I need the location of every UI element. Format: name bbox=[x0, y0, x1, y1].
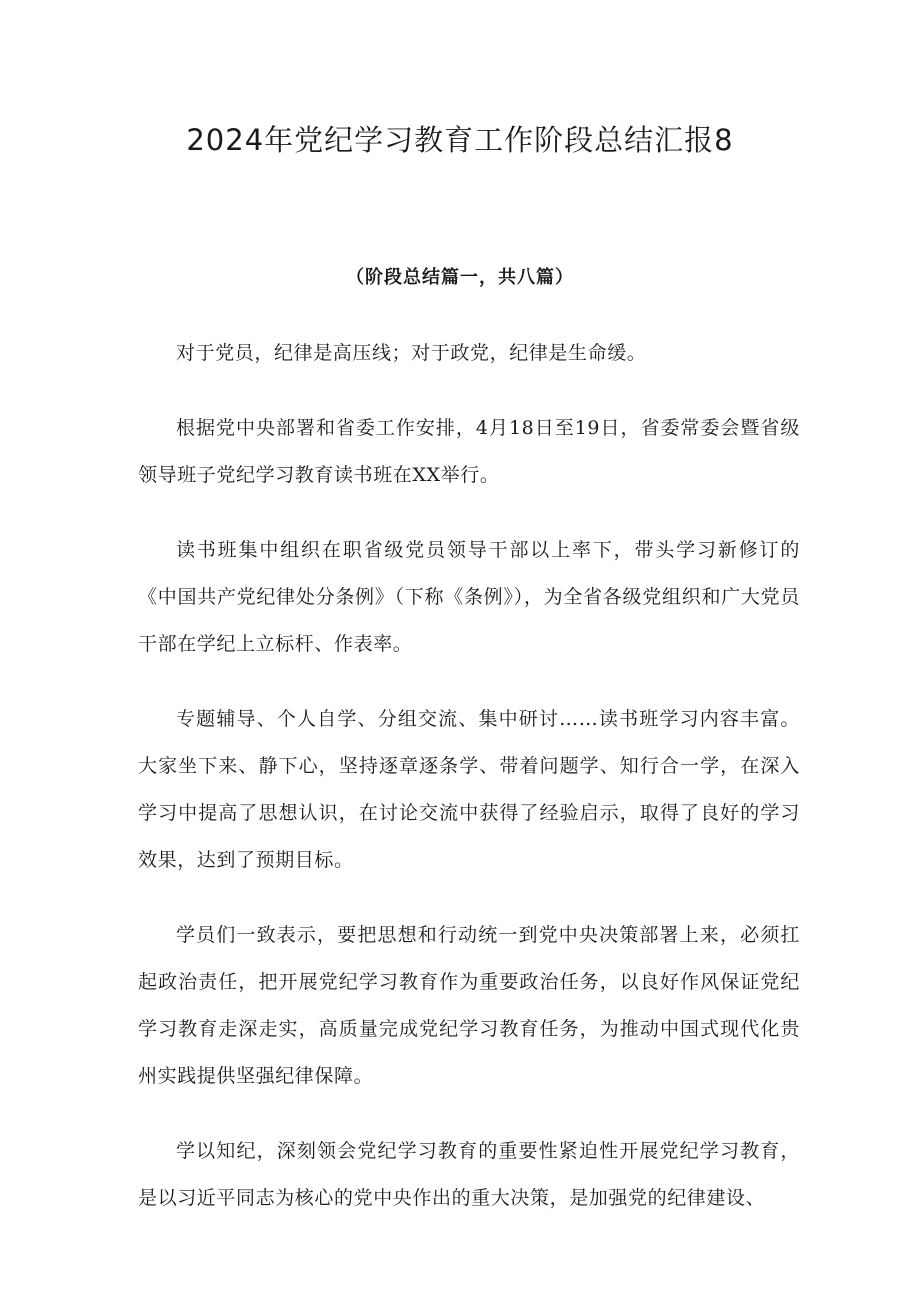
document-subtitle: （阶段总结篇一，共八篇） bbox=[346, 267, 574, 288]
document-title: 2024年党纪学习教育工作阶段总结汇报8 bbox=[186, 123, 734, 157]
paragraph: 读书班集中组织在职省级党员领导干部以上率下，带头学习新修订的《中国共产党纪律处分条例》（下称《条例》），为全省各级党组织和广大党员干部在学纪上立标杆、作表率。 bbox=[138, 539, 800, 655]
paragraph: 对于党员，纪律是高压线；对于政党，纪律是生命缓。 bbox=[176, 342, 647, 364]
document-body bbox=[138, 330, 800, 1250]
paragraph: 根据党中央部署和省委工作安排，4月18日至19日，省委常委会暨省级领导班子党纪学习教育读书班在XX举行。 bbox=[138, 417, 800, 486]
paragraph: 专题辅导、个人自学、分组交流、集中研讨……读书班学习内容丰富。大家坐下来、静下心，坚持逐章逐条学、带着问题学、知行合一学，在深入学习中提高了思想认识，在讨论交流中获得了经验启示，取得了良好的学习效果，达到了预期目标。 bbox=[138, 708, 800, 871]
paragraph: 学以知纪，深刻领会党纪学习教育的重要性紧迫性开展党纪学习教育，是以习近平同志为核心的党中央作出的重大决策，是加强党的纪律建设、 bbox=[138, 1140, 800, 1209]
paragraph: 学员们一致表示，要把思想和行动统一到党中央决策部署上来，必须扛起政治责任，把开展党纪学习教育作为重要政治任务，以良好作风保证党纪学习教育走深走实，高质量完成党纪学习教育任务，为推动中国式现代化贵州实践提供坚强纪律保障。 bbox=[138, 924, 800, 1087]
